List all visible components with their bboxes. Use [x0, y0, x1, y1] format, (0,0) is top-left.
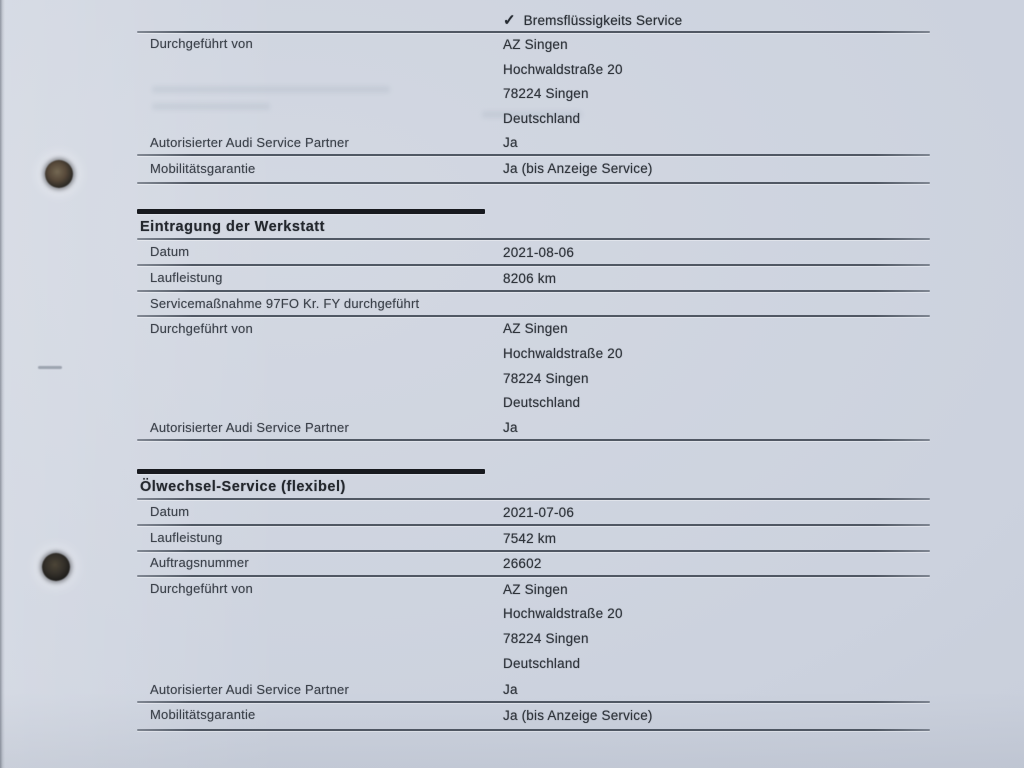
page-left-edge [0, 0, 5, 768]
field-value-workshop-city: 78224 Singen [503, 371, 589, 386]
section-bar [137, 209, 485, 214]
field-value-datum: 2021-08-06 [503, 245, 575, 260]
field-label-laufleistung: Laufleistung [150, 270, 223, 285]
field-label-servicemassnahme: Servicemaßnahme 97FO Kr. FY durchgeführt [150, 296, 420, 311]
row-divider [137, 550, 930, 552]
field-value-mobilitaetsgarantie: Ja (bis Anzeige Service) [503, 161, 653, 176]
row-divider [137, 701, 930, 703]
field-label-autorisierter-partner: Autorisierter Audi Service Partner [150, 135, 349, 150]
field-value-workshop-country: Deutschland [503, 656, 581, 671]
field-label-laufleistung: Laufleistung [150, 530, 223, 545]
section-title-oelwechsel: Ölwechsel-Service (flexibel) [140, 479, 346, 495]
field-value-laufleistung: 7542 km [503, 531, 557, 546]
field-label-durchgefuehrt-von: Durchgeführt von [150, 581, 253, 596]
row-divider [137, 264, 930, 266]
field-value-workshop-street: Hochwaldstraße 20 [503, 346, 623, 361]
field-value-workshop-city: 78224 Singen [503, 86, 589, 101]
field-label-datum: Datum [150, 244, 190, 259]
field-label-auftragsnummer: Auftragsnummer [150, 555, 249, 570]
field-value-workshop-name: AZ Singen [503, 321, 568, 336]
punch-hole-top [45, 160, 73, 188]
field-label-durchgefuehrt-von: Durchgeführt von [150, 321, 253, 336]
field-label-datum: Datum [150, 504, 190, 519]
field-value-workshop-street: Hochwaldstraße 20 [503, 606, 623, 621]
field-value-workshop-country: Deutschland [503, 395, 581, 410]
checkmark-icon: ✓ [503, 12, 516, 29]
row-divider [137, 182, 930, 184]
section-bar [137, 469, 485, 474]
field-value-workshop-city: 78224 Singen [503, 631, 589, 646]
field-value-workshop-name: AZ Singen [503, 582, 568, 597]
row-divider [137, 524, 930, 526]
row-divider [137, 498, 930, 500]
service-record-table [137, 0, 930, 768]
field-value-workshop-street: Hochwaldstraße 20 [503, 62, 623, 77]
field-label-mobilitaetsgarantie: Mobilitätsgarantie [150, 707, 256, 722]
field-value-laufleistung: 8206 km [503, 271, 557, 286]
field-value-datum: 2021-07-06 [503, 505, 575, 520]
row-divider [137, 575, 930, 577]
margin-mark [38, 366, 62, 369]
row-divider [137, 439, 930, 441]
field-value-auftragsnummer: 26602 [503, 556, 542, 571]
section-title-werkstatt: Eintragung der Werkstatt [140, 219, 325, 235]
field-value-autorisierter-partner: Ja [503, 420, 518, 435]
row-divider [137, 238, 930, 240]
field-value-workshop-name: AZ Singen [503, 37, 568, 52]
row-divider [137, 290, 930, 292]
punch-hole-bottom [42, 553, 70, 581]
field-label-autorisierter-partner: Autorisierter Audi Service Partner [150, 420, 349, 435]
field-label-durchgefuehrt-von: Durchgeführt von [150, 36, 253, 51]
row-divider [137, 31, 930, 33]
field-label-mobilitaetsgarantie: Mobilitätsgarantie [150, 161, 256, 176]
field-value-mobilitaetsgarantie: Ja (bis Anzeige Service) [503, 708, 653, 723]
row-divider [137, 154, 930, 156]
field-label-autorisierter-partner: Autorisierter Audi Service Partner [150, 682, 349, 697]
service-item-label: Bremsflüssigkeits Service [523, 13, 683, 28]
row-divider [137, 315, 930, 317]
field-value-autorisierter-partner: Ja [503, 135, 518, 150]
field-value-workshop-country: Deutschland [503, 111, 581, 126]
field-value-autorisierter-partner: Ja [503, 682, 518, 697]
service-item-row [503, 11, 682, 30]
row-divider [137, 729, 930, 731]
